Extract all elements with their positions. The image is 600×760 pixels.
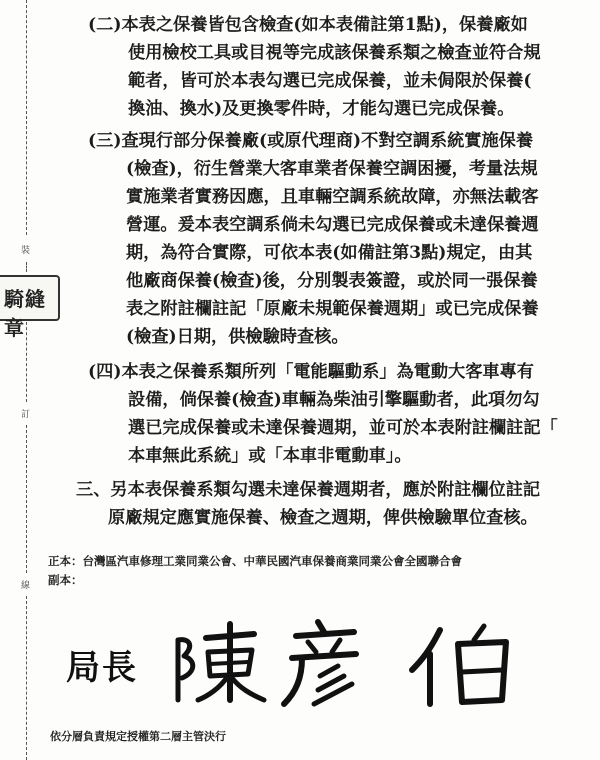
binding-mark-top: 裝 [21,246,31,256]
main-recipients: 正本：台灣區汽車修理工業同業公會、中華民國汽車保養商業同業公會全國聯合會 [48,554,462,568]
binding-mark-bottom: 線 [21,581,31,591]
body-line: (檢查)，衍生營業大客車業者保養空調困擾，考量法規 [126,159,538,179]
body-line: 他廠商保養(檢查)後，分別製表簽證，或於同一張保養 [126,271,538,291]
body-line: 使用檢校工具或目視等完成該保養系類之檢查並符合規 [128,43,541,63]
binding-line-upper [26,262,27,272]
body-line: 範者，皆可於本表勾選已完成保養，並未侷限於保養( [128,71,532,91]
body-line: (檢查)日期，供檢驗時查核。 [126,327,349,347]
body-line: 營運。爰本表空調系倘未勾選已完成保養或未達保養週 [126,215,539,235]
seam-stamp-text: 騎縫章 [4,287,46,340]
body-line: 選已完成保養或未達保養週期，並可於本表附註欄註記「 [128,418,558,438]
body-line: 三、另本表保養系類勾選未達保養週期者，應於附註欄位註記 [76,480,541,500]
body-line: 期，為符合實際，可依本表(如備註第3點)規定，由其 [126,243,533,263]
copy-recipients: 副本： [48,573,83,587]
body-line: 實施業者實務因應，且車輛空調系統故障，亦無法載客 [126,187,539,207]
binding-mark-middle: 訂 [21,410,31,420]
binding-line-lower [26,425,27,573]
body-line: 本車無此系統」或「本車非電動車」。 [128,446,412,466]
binding-line-top [26,0,27,235]
director-title: 局長 [66,648,138,688]
seam-stamp [0,275,60,340]
body-line: (二)本表之保養皆包含檢查(如本表備註第1點)，保養廠如 [88,15,528,35]
binding-line-bottom [26,596,27,760]
binding-line-mid [26,322,27,402]
body-line: 原廠規定應實施保養、檢查之週期，俾供檢驗單位查核。 [108,508,538,528]
body-line: (四)本表之保養系類所列「電能驅動系」為電動大客車專有 [88,362,534,382]
body-line: 設備，倘保養(檢查)車輛為柴油引擎驅動者，此項勿勾 [128,390,540,410]
body-line: (三)查現行部分保養廠(或原代理商)不對空調系統實施保養 [88,131,534,151]
delegation-note: 依分層負責規定授權第二層主管決行 [50,730,226,743]
handwritten-signature [168,612,548,708]
body-line: 換油、換水)及更換零件時，才能勾選已完成保養。 [128,99,515,119]
body-line: 表之附註欄註記「原廠未規範保養週期」或已完成保養 [126,299,539,319]
